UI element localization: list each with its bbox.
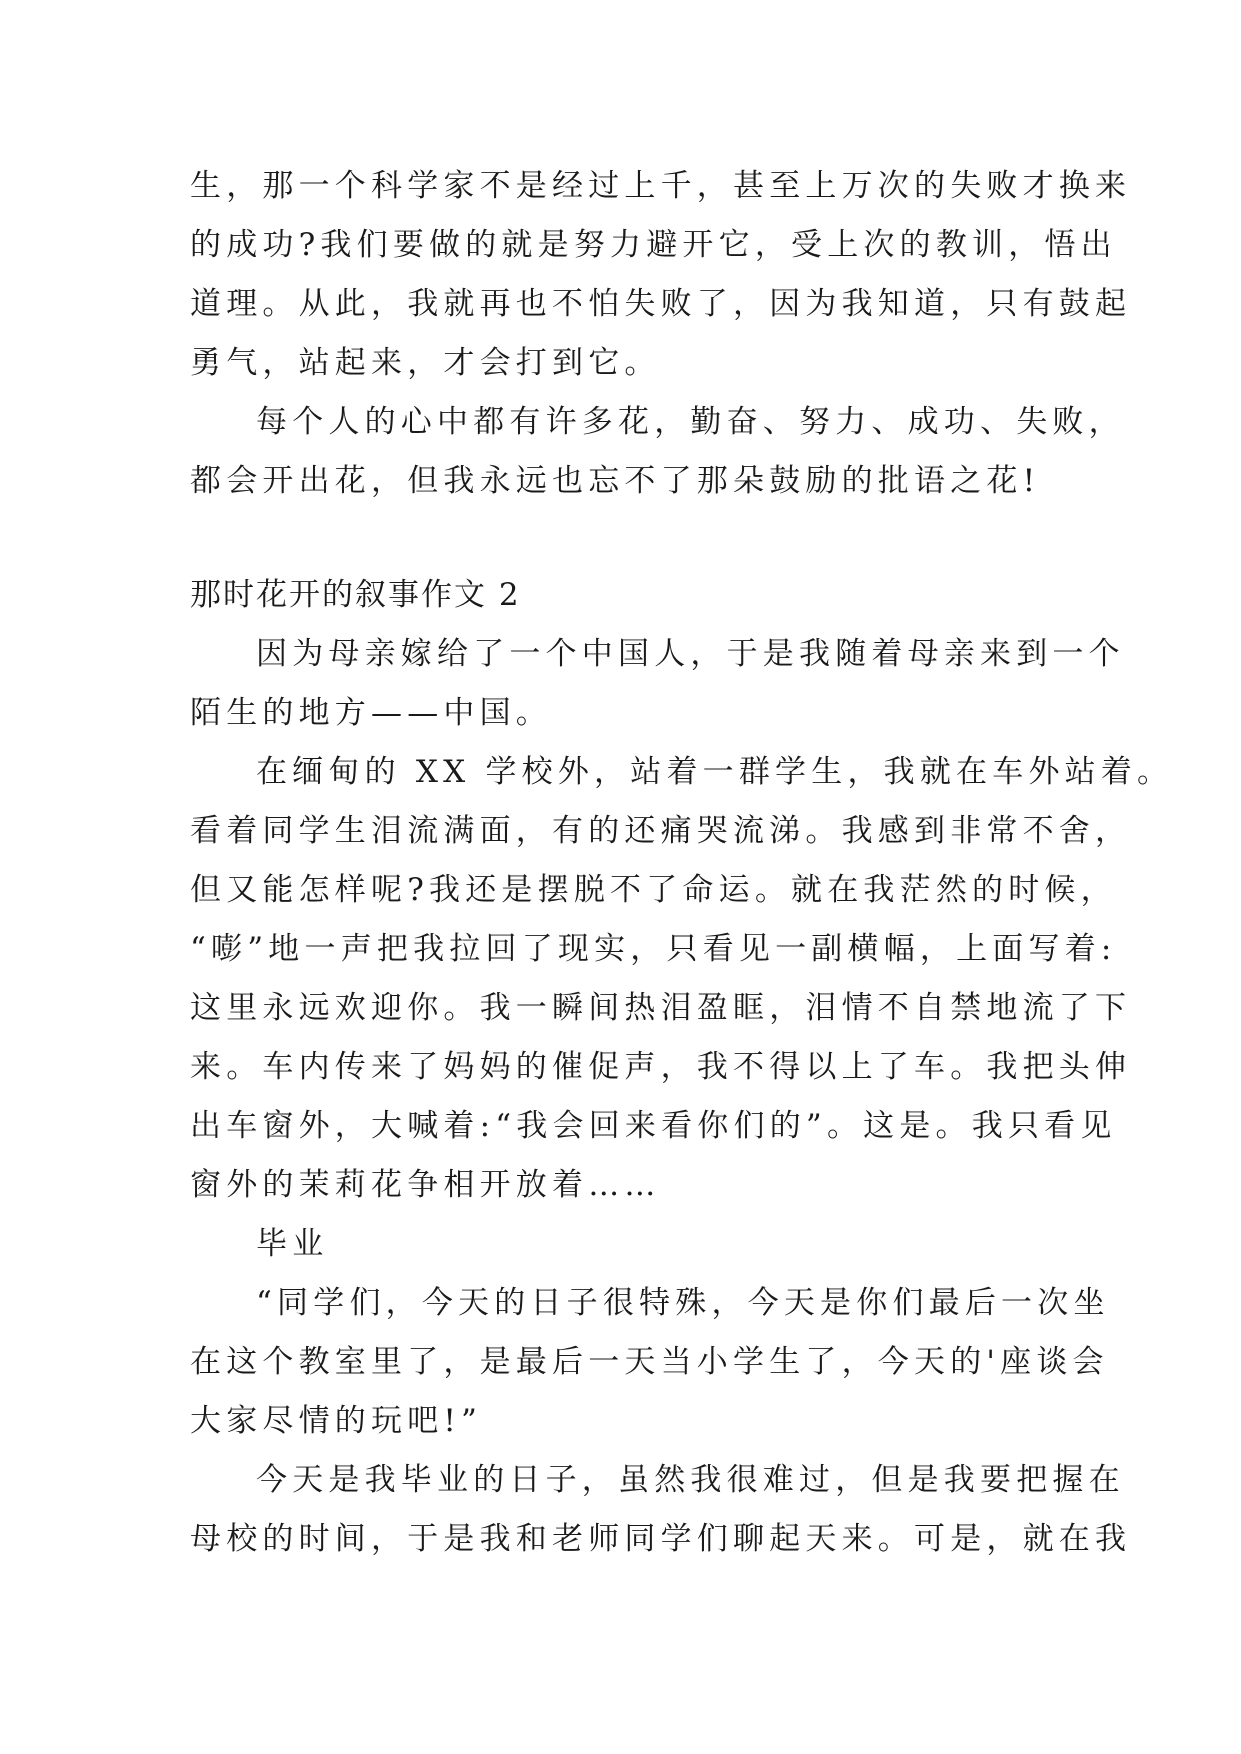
text-line: 这里永远欢迎你。我一瞬间热泪盈眶，泪情不自禁地流了下 — [190, 990, 1132, 1026]
text-line: 但又能怎样呢?我还是摆脱不了命运。就在我茫然的时候， — [190, 872, 1117, 908]
subheading: 毕业 — [256, 1226, 329, 1262]
text-line: “同学们，今天的日子很特殊，今天是你们最后一次坐 — [256, 1285, 1110, 1321]
text-line: 今天是我毕业的日子，虽然我很难过，但是我要把握在 — [256, 1462, 1125, 1498]
text-line: 因为母亲嫁给了一个中国人，于是我随着母亲来到一个 — [256, 636, 1125, 672]
section-heading: 那时花开的叙事作文 2 — [190, 577, 521, 613]
text-line: 看着同学生泪流满面，有的还痛哭流涕。我感到非常不舍， — [190, 813, 1132, 849]
text-line: 每个人的心中都有许多花，勤奋、努力、成功、失败， — [256, 404, 1125, 440]
text-line: 在缅甸的 XX 学校外，站着一群学生，我就在车外站着。 — [256, 754, 1174, 790]
text-line: 大家尽情的玩吧!” — [190, 1403, 483, 1439]
text-line: 在这个教室里了，是最后一天当小学生了，今天的'座谈会 — [190, 1344, 1109, 1380]
text-line: 生，那一个科学家不是经过上千，甚至上万次的失败才换来 — [190, 168, 1132, 204]
text-line: 来。车内传来了妈妈的催促声，我不得以上了车。我把头伸 — [190, 1049, 1132, 1085]
text-line: 道理。从此，我就再也不怕失败了，因为我知道，只有鼓起 — [190, 286, 1132, 322]
text-line: 出车窗外，大喊着:“我会回来看你们的”。这是。我只看见 — [190, 1108, 1117, 1144]
text-line: 都会开出花，但我永远也忘不了那朵鼓励的批语之花! — [190, 463, 1041, 499]
text-line: “嘭”地一声把我拉回了现实，只看见一副横幅，上面写着: — [190, 931, 1117, 967]
text-line: 母校的时间，于是我和老师同学们聊起天来。可是，就在我 — [190, 1521, 1132, 1557]
text-line: 的成功?我们要做的就是努力避开它，受上次的教训，悟出 — [190, 227, 1117, 263]
text-line: 窗外的茉莉花争相开放着…… — [190, 1167, 661, 1203]
text-line: 勇气，站起来，才会打到它。 — [190, 345, 661, 381]
text-line: 陌生的地方——中国。 — [190, 695, 552, 731]
